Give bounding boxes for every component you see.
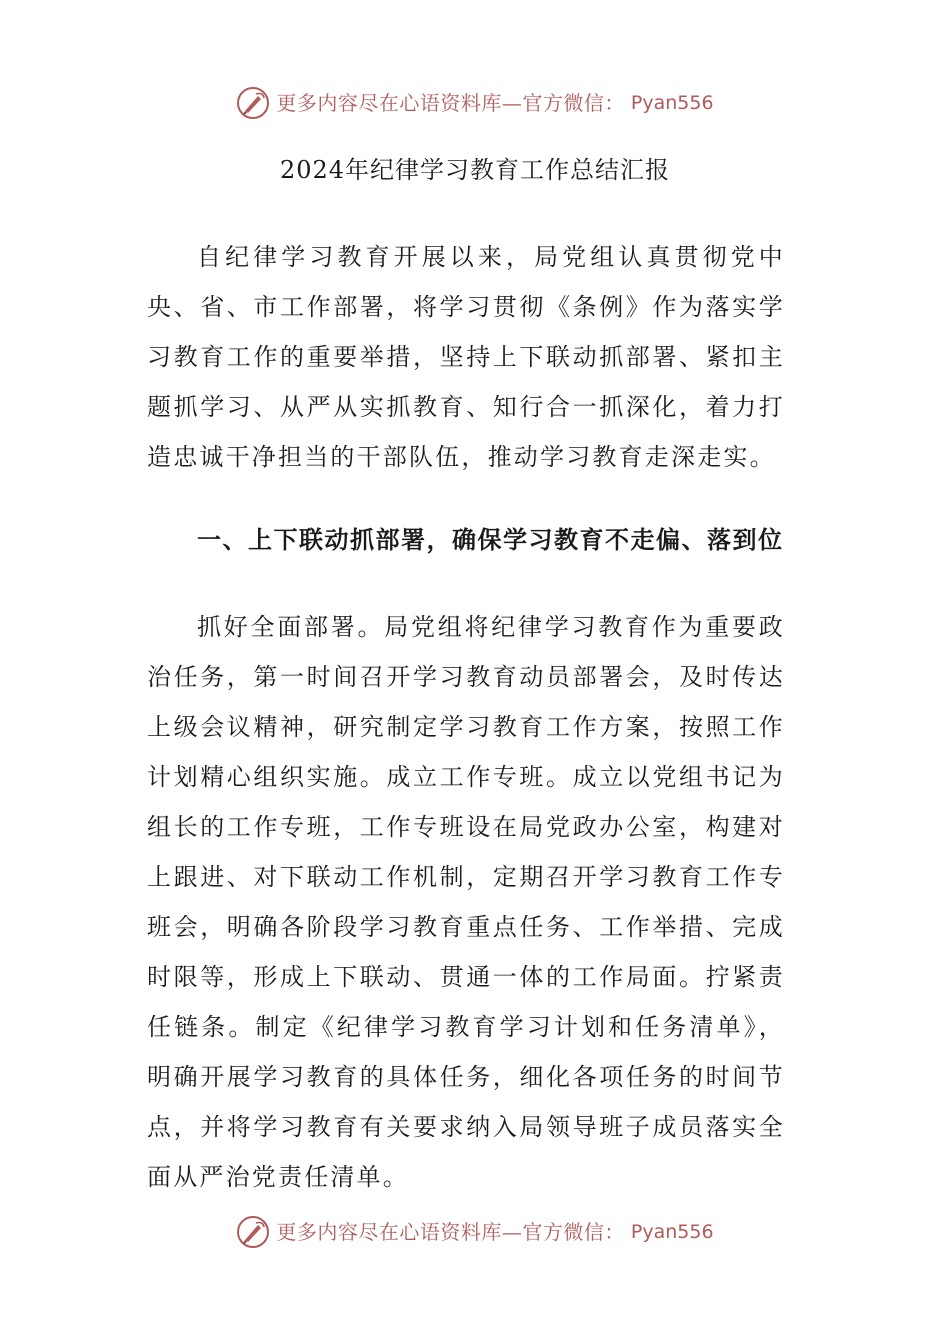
section-1-paragraph: 抓好全面部署。局党组将纪律学习教育作为重要政治任务，第一时间召开学习教育动员部署会，及时传达上级会议精神，研究制定学习教育工作方案，按照工作计划精心组织实施。成立工作专班。成立以党组书记为组长的工作专班，工作专班设在局党政办公室，构建对上跟进、对下联动工作机制，定期召开学习教育工作专班会，明确各阶段学习教育重点任务、工作举措、完成时限等，形成上下联动、贯通一体的工作局面。拧紧责任链条。制定《纪律学习教育学习计划和任务清单》，明确开展学习教育的具体任务，细化各项任务的时间节点，并将学习教育有关要求纳入局领导班子成员落实全面从严治党责任清单。 (147, 613, 785, 1191)
pen-logo-icon (236, 1215, 270, 1249)
document-title: 2024年纪律学习教育工作总结汇报 (279, 156, 671, 184)
watermark-footer (0, 1215, 950, 1249)
section-heading-1: 一、上下联动抓部署，确保学习教育不走偏、落到位 (197, 525, 784, 554)
watermark-wechat-id: Pyan556 (630, 92, 714, 114)
pen-logo-icon (236, 86, 270, 120)
watermark-text: 更多内容尽在心语资料库—官方微信： (276, 91, 625, 115)
watermark-header (0, 86, 950, 120)
watermark-text: 更多内容尽在心语资料库—官方微信： (276, 1220, 625, 1244)
watermark-wechat-id: Pyan556 (630, 1221, 714, 1243)
intro-paragraph: 自纪律学习教育开展以来，局党组认真贯彻党中央、省、市工作部署，将学习贯彻《条例》作为落实学习教育工作的重要举措，坚持上下联动抓部署、紧扣主题抓学习、从严从实抓教育、知行合一抓深化，着力打造忠诚干净担当的干部队伍，推动学习教育走深走实。 (147, 243, 785, 471)
